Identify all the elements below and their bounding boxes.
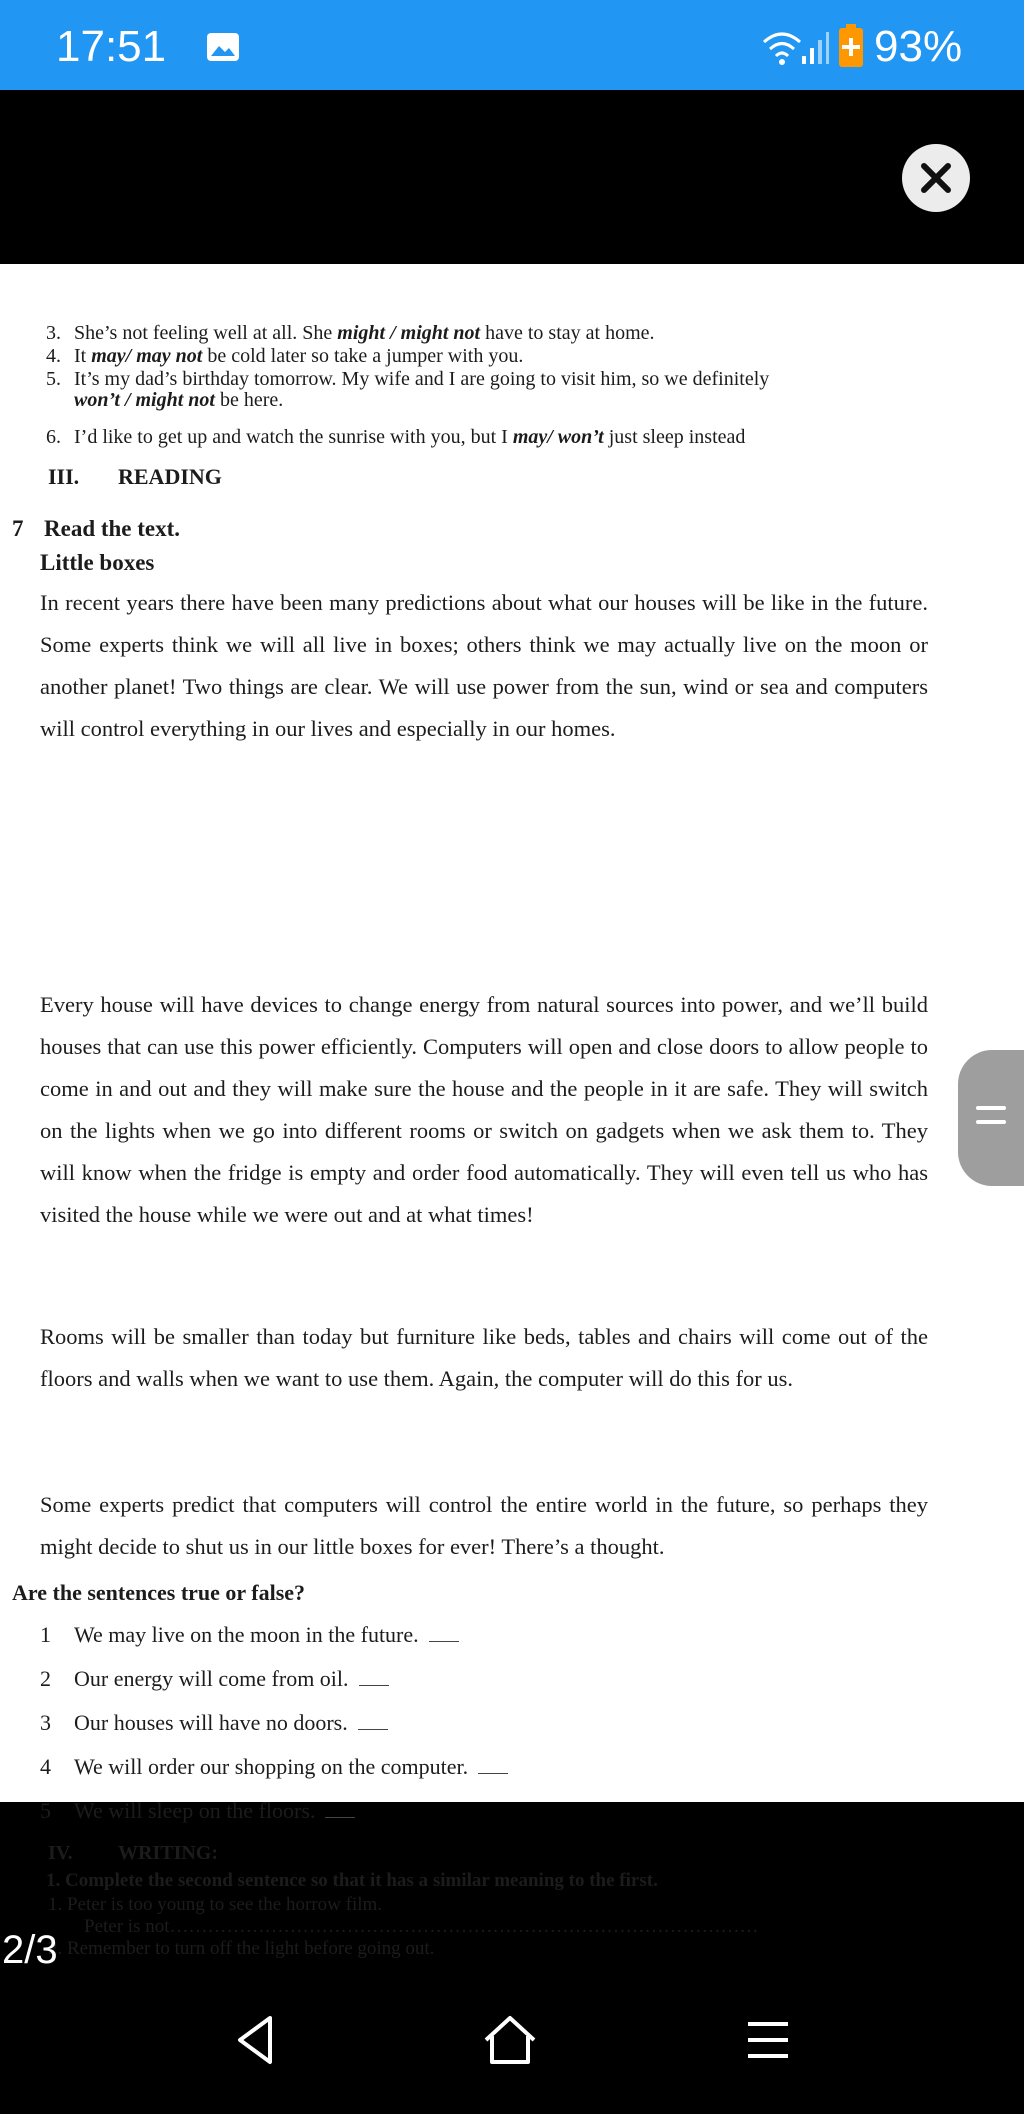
fast-scroll-handle[interactable]	[958, 1050, 1024, 1186]
paragraph: Rooms will be smaller than today but furniture like beds, tables and chairs will come out of the floors and walls when we want to use them. Again, the computer will do this for us.	[40, 1324, 928, 1391]
exercise-item: 6. I’d like to get up and watch the sunrise with you, but I may/ won’t just sleep instead	[46, 426, 746, 448]
back-icon[interactable]	[226, 2010, 286, 2070]
answer-blank[interactable]	[358, 1711, 388, 1730]
page-indicator: 2/3	[2, 1928, 58, 1972]
close-button[interactable]	[902, 144, 970, 212]
battery-saver-icon	[838, 24, 864, 68]
task-heading: 7 Read the text.	[12, 516, 181, 541]
exercise-item: 4. It may/ may not be cold later so take a jumper with you.	[46, 345, 524, 367]
gallery-icon	[206, 32, 240, 62]
home-icon[interactable]	[480, 2010, 540, 2070]
statement-item: 5 We will sleep on the floors.	[40, 1798, 355, 1824]
exercise-item-continuation: won’t / might not be here.	[74, 389, 284, 411]
battery-percentage: 93%	[874, 22, 963, 71]
close-icon	[919, 161, 953, 195]
statement-item: 1 We may live on the moon in the future.	[40, 1622, 459, 1648]
paragraph: Some experts predict that computers will control the entire world in the future, so perhaps they might decide to shut us in our little boxes for ever! There’s a thought.	[40, 1492, 928, 1559]
status-time: 17:51	[56, 22, 167, 71]
wifi-icon	[760, 30, 804, 66]
text-title: Little boxes	[40, 550, 155, 575]
paragraph: In recent years there have been many predictions about what our houses will be like in the future. Some experts think we will all live in boxes; others think we may actually live on the moon or another planet! Two things are clear. We will use power from the sun, wind or sea and computers will control everything in our lives and especially in our homes.	[40, 590, 928, 741]
writing-item: 2. Remember to turn off the light before going out.	[48, 1938, 435, 1959]
answer-blank[interactable]	[478, 1755, 508, 1774]
writing-answer-line: Peter is not…………………………………………………………………………………	[84, 1916, 759, 1937]
signal-icon	[800, 30, 830, 66]
status-bar	[0, 0, 1024, 90]
statement-item: 2 Our energy will come from oil.	[40, 1666, 389, 1692]
answer-blank[interactable]	[429, 1623, 459, 1642]
exercise-item: 3. She’s not feeling well at all. She might / might not have to stay at home.	[46, 322, 655, 344]
writing-item: 1. Peter is too young to see the horrow film.	[48, 1894, 383, 1915]
statement-item: 3 Our houses will have no doors.	[40, 1710, 388, 1736]
paragraph: Every house will have devices to change energy from natural sources into power, and we’ll build houses that can use this power efficiently. Computers will open and close doors to allow people to come in and out and they will make sure the house and the people in it are safe. They will switch on the lights when we go into different rooms or switch on gadgets when we ask them to. They will know when the fridge is empty and order food automatically. They will even tell us who has visited the house while we were out and at what times!	[40, 992, 928, 1227]
statement-item: 4 We will order our shopping on the computer.	[40, 1754, 508, 1780]
menu-icon[interactable]	[738, 2010, 798, 2070]
answer-blank[interactable]	[325, 1799, 355, 1818]
answer-blank[interactable]	[359, 1667, 389, 1686]
exercise-item: 5. It’s my dad’s birthday tomorrow. My wife and I are going to visit him, so we definitely	[46, 368, 770, 390]
section-heading-reading: III. READING	[48, 464, 222, 489]
writing-task: 1. Complete the second sentence so that it has a similar meaning to the first.	[46, 1870, 658, 1891]
question-heading: Are the sentences true or false?	[12, 1580, 306, 1605]
section-heading-writing: IV. WRITING:	[48, 1842, 219, 1864]
